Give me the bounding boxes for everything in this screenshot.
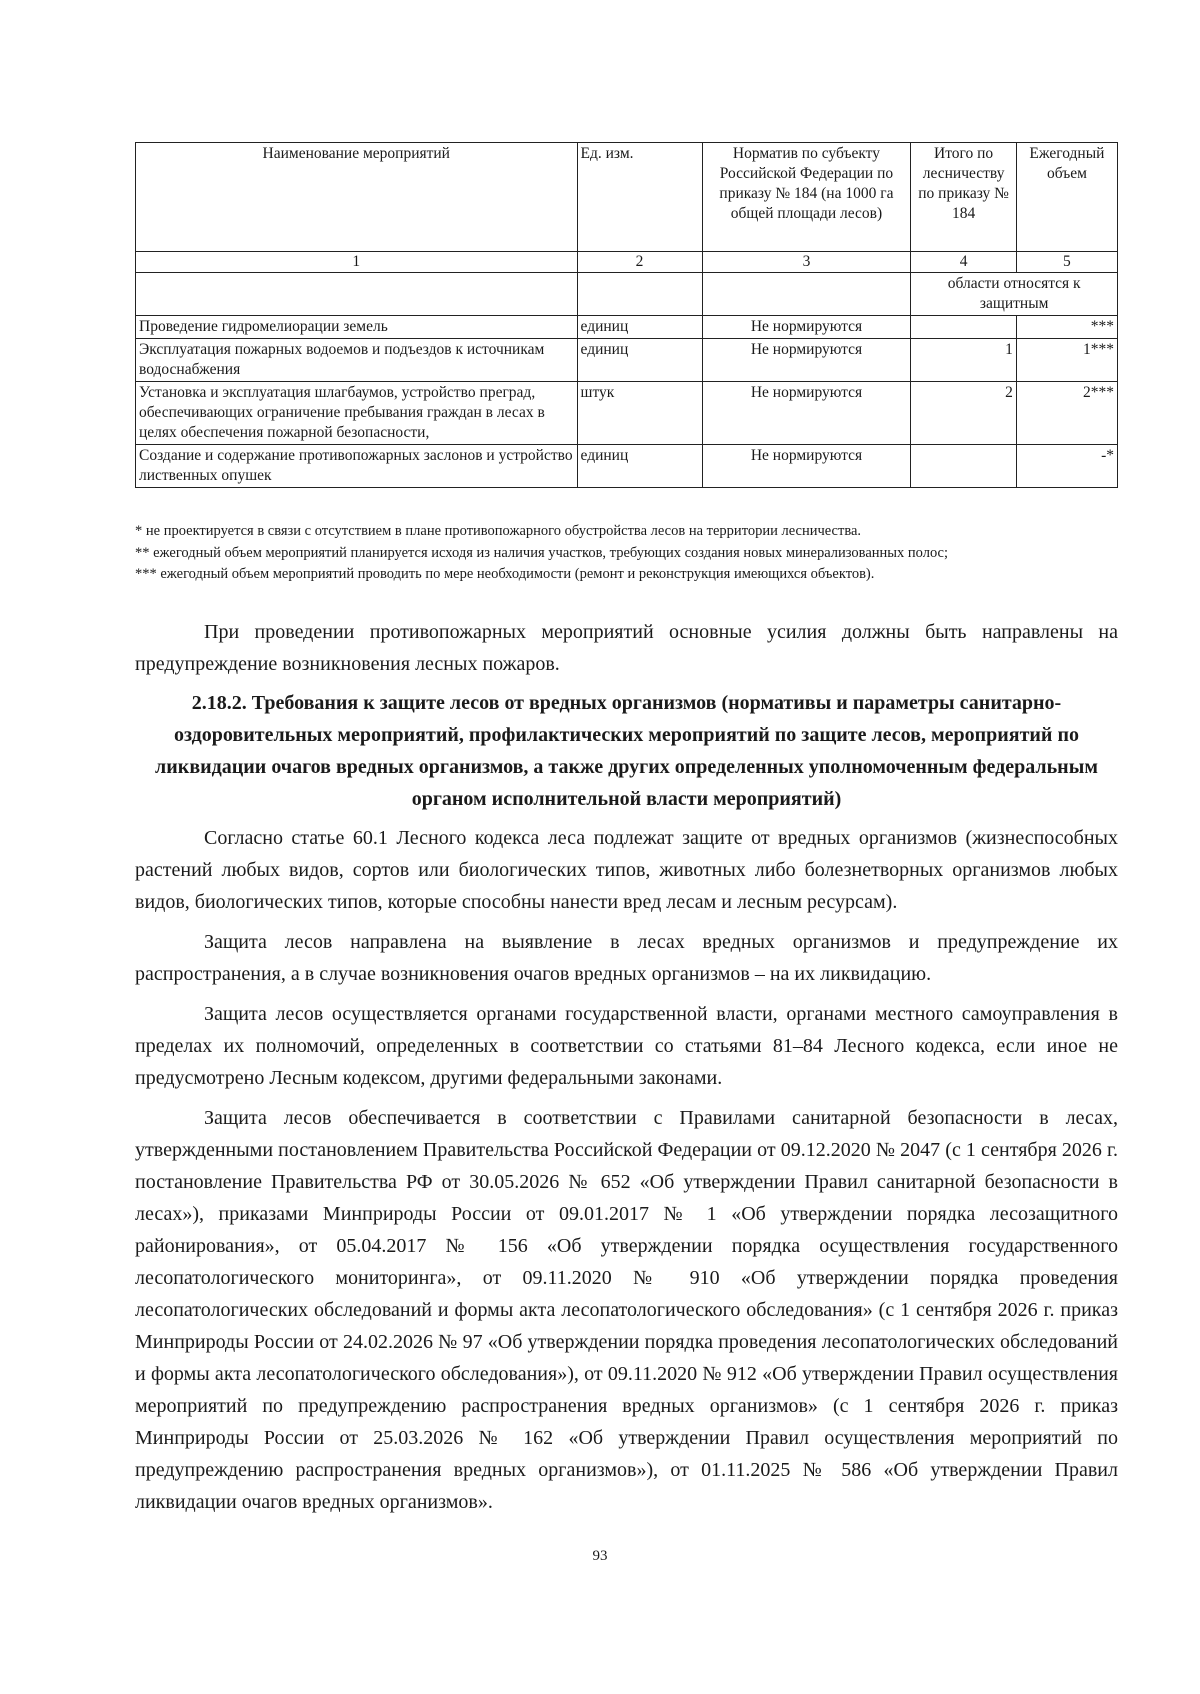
footnote: * не проектируется в связи с отсутствием в плане противопожарного обустройства лесов на территории лесничества. <box>135 523 862 539</box>
row-unit: единиц <box>577 339 702 382</box>
table-cell <box>577 273 702 316</box>
section-heading: 2.18.2. Требования к защите лесов от вредных организмов (нормативы и параметры санитарно-оздоровительных мероприятий, профилактических мероприятий по защите лесов, мероприятий по ликвидации очагов вредных организмов, а также других определенных уполномоченным федеральным органом исполнительной власти мероприятий) <box>155 692 1098 810</box>
continuation-text: области относятся к защитным <box>911 273 1118 316</box>
row-annual: *** <box>1016 316 1117 339</box>
table-cell <box>136 273 578 316</box>
row-unit: единиц <box>577 445 702 488</box>
table-cell <box>702 273 911 316</box>
header-cell-norm: Норматив по субъекту Российской Федерации по приказу № 184 (на 1000 га общей площади лесов) <box>702 143 911 252</box>
footnotes <box>135 522 1118 587</box>
column-number: 2 <box>577 252 702 273</box>
table-row <box>136 316 1118 339</box>
table-continuation-row <box>136 273 1118 316</box>
row-total <box>911 316 1016 339</box>
footnote: ** ежегодный объем мероприятий планируется исходя из наличия участков, требующих создания новых минерализованных полос; <box>135 544 949 561</box>
table-column-numbers-row <box>136 252 1118 273</box>
row-annual: 2*** <box>1016 382 1117 445</box>
paragraph: Согласно статье 60.1 Лесного кодекса леса подлежат защите от вредных организмов (жизнеспособных растений любых видов, сортов или биологических типов, животных либо болезнетворных организмов любых видов, биологических типов, которые способны нанести вред лесам и лесным ресурсам). <box>135 827 1118 913</box>
row-annual: 1*** <box>1016 339 1117 382</box>
row-unit: единиц <box>577 316 702 339</box>
paragraph: Защита лесов осуществляется органами государственной власти, органами местного самоуправления в пределах их полномочий, определенных в соответствии со статьями 81–84 Лесного кодекса, если иное не предусмотрено Лесным кодексом, другими федеральными законами. <box>135 1003 1118 1089</box>
table-row <box>136 382 1118 445</box>
paragraph: Защита лесов обеспечивается в соответствии с Правилами санитарной безопасности в лесах, утвержденными постановлением Правительства Российской Федерации от 09.12.2020 № 2047 (с 1 сентября 2026 г. постановление Правительства РФ от 30.05.2026 № 652 «Об утверждении Правил санитарной безопасности в лесах»), приказами Минприроды России от 09.01.2017 № 1 «Об утверждении порядка лесозащитного районирования», от 05.04.2017 № 156 «Об утверждении порядка осуществления государственного лесопатологического мониторинга», от 09.11.2020 № 910 «Об утверждении порядка проведения лесопатологических обследований и формы акта лесопатологического обследования» (с 1 сентября 2026 г. приказ Минприроды России от 24.02.2026 № 97 «Об утверждении порядка проведения лесопатологических обследований и формы акта лесопатологического обследования»), от 09.11.2020 № 912 «Об утверждении Правил осуществления мероприятий по предупреждению распространения вредных организмов» (с 1 сентября 2026 г. приказ Минприроды России от 25.03.2026 № 162 «Об утверждении Правил осуществления мероприятий по предупреждению распространения вредных организмов»), от 01.11.2025 № 586 «Об утверждении Правил ликвидации очагов вредных организмов». <box>135 1107 1118 1513</box>
column-number: 3 <box>702 252 911 273</box>
table-row <box>136 339 1118 382</box>
header-cell-annual: Ежегодный объем <box>1016 143 1117 252</box>
row-norm: Не нормируются <box>702 382 911 445</box>
row-name: Эксплуатация пожарных водоемов и подъездов к источникам водоснабжения <box>136 339 578 382</box>
row-name: Установка и эксплуатация шлагбаумов, устройство преград, обеспечивающих ограничение пребывания граждан в лесах в целях обеспечения пожарной безопасности, <box>136 382 578 445</box>
page-number: 93 <box>592 1548 608 1564</box>
column-number: 4 <box>911 252 1016 273</box>
row-total: 2 <box>911 382 1016 445</box>
document-body <box>135 616 1118 1518</box>
paragraph: Защита лесов направлена на выявление в лесах вредных организмов и предупреждение их распространения, а в случае возникновения очагов вредных организмов – на их ликвидацию. <box>135 931 1118 985</box>
table-row <box>136 445 1118 488</box>
intro-paragraph: При проведении противопожарных мероприятий основные усилия должны быть направлены на предупреждение возникновения лесных пожаров. <box>135 621 1118 675</box>
row-annual: -* <box>1016 445 1117 488</box>
header-cell-name: Наименование мероприятий <box>136 143 578 252</box>
row-unit: штук <box>577 382 702 445</box>
column-number: 1 <box>136 252 578 273</box>
row-norm: Не нормируются <box>702 339 911 382</box>
row-total <box>911 445 1016 488</box>
row-norm: Не нормируются <box>702 316 911 339</box>
row-norm: Не нормируются <box>702 445 911 488</box>
row-name: Проведение гидромелиорации земель <box>136 316 578 339</box>
measures-table <box>135 142 1118 488</box>
header-cell-total: Итого по лесничеству по приказу № 184 <box>911 143 1016 252</box>
row-name: Создание и содержание противопожарных заслонов и устройство лиственных опушек <box>136 445 578 488</box>
column-number: 5 <box>1016 252 1117 273</box>
row-total: 1 <box>911 339 1016 382</box>
footnote: *** ежегодный объем мероприятий проводить по мере необходимости (ремонт и реконструкция имеющихся объектов). <box>135 566 875 582</box>
header-cell-unit: Ед. изм. <box>577 143 702 252</box>
table-header-row <box>136 143 1118 252</box>
